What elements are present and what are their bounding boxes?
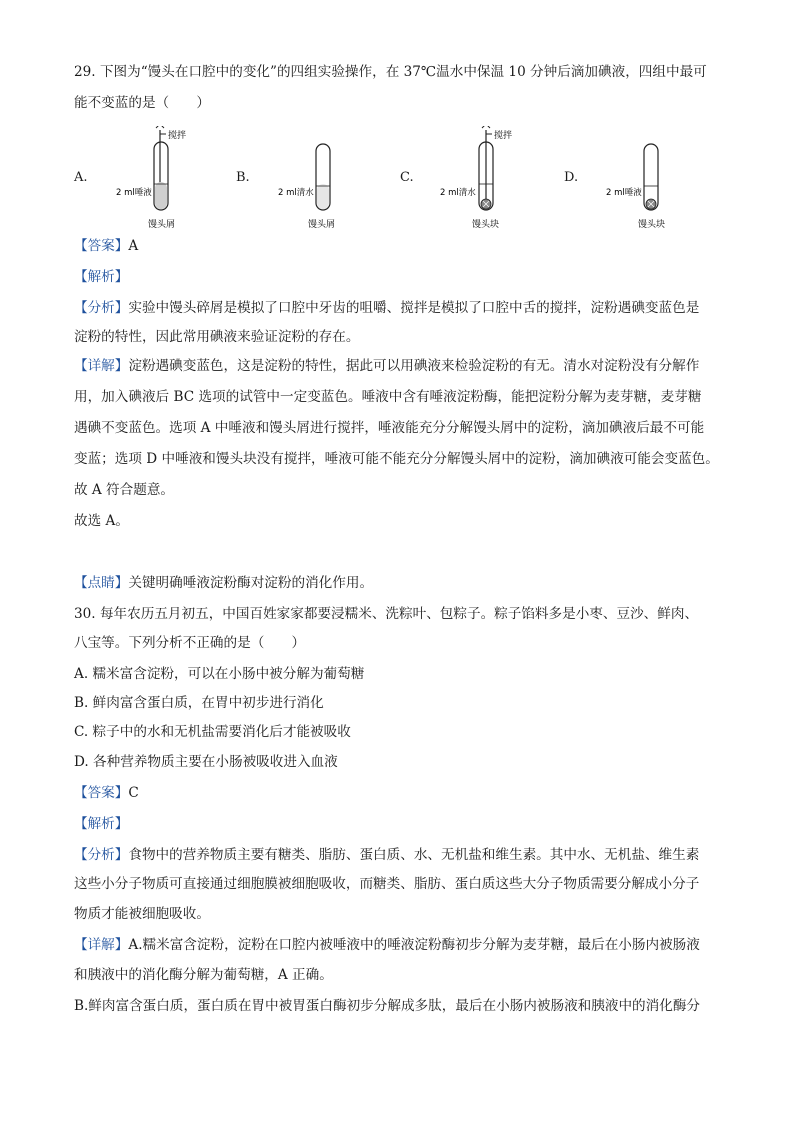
tube-a xyxy=(116,126,186,230)
tube-d-bottom-label: 馒头块 xyxy=(638,220,666,230)
xiangjie-tag: 【详解】 xyxy=(74,358,129,374)
q30-analysis-tag: 【解析】 xyxy=(74,816,129,832)
answer-value: C xyxy=(128,785,139,801)
fenxi-tag: 【分析】 xyxy=(74,847,129,863)
tube-b xyxy=(278,144,335,230)
q30-option-c: C. 粽子中的水和无机盐需要消化后才能被吸收 xyxy=(74,724,351,740)
q30-xiangjie-line3: B.鲜肉富含蛋白质，蛋白质在胃中被胃蛋白酶初步分解成多肽，最后在小肠内被肠液和胰液中的消化酶分 xyxy=(74,998,701,1014)
q30-fenxi-line3: 物质才能被细胞吸收。 xyxy=(74,906,210,922)
tube-c-bottom-label: 馒头块 xyxy=(472,220,500,230)
tube-a-bottom-label: 馒头屑 xyxy=(148,220,176,230)
q30-option-a: A. 糯米富含淀粉，可以在小肠中被分解为葡萄糖 xyxy=(74,666,365,682)
q29-xiangjie-line1: 【详解】淀粉遇碘变蓝色，这是淀粉的特性，据此可以用碘液来检验淀粉的有无。清水对淀粉没有分解作 xyxy=(74,358,700,374)
tube-a-liquid-label: 2 ml唾液 xyxy=(116,188,152,198)
answer-value: A xyxy=(128,238,139,254)
option-b-letter: B. xyxy=(236,170,250,185)
q30-answer xyxy=(74,783,734,803)
q30-fenxi-line1: 【分析】食物中的营养物质主要有糖类、脂肪、蛋白质、水、无机盐和维生素。其中水、无机盐、维生素 xyxy=(74,847,700,863)
q29-xiangjie-line5: 故 A 符合题意。 xyxy=(74,482,175,498)
tube-c-stir-label: 搅拌 xyxy=(494,131,513,141)
tube-b-bottom-label: 馒头屑 xyxy=(308,220,336,230)
q29-xiangjie-line4: 变蓝；选项 D 中唾液和馒头块没有搅拌，唾液可能不能充分分解馒头屑中的淀粉，滴加碘液可能会变蓝色。 xyxy=(74,451,719,467)
test-tube-diagram xyxy=(74,126,734,232)
option-a-letter: A. xyxy=(74,170,88,185)
q29-answer xyxy=(74,236,734,256)
q29-figure xyxy=(74,126,734,232)
tube-c xyxy=(440,126,512,230)
tube-c-liquid-label: 2 ml清水 xyxy=(440,188,476,198)
q29-stem-line2: 能不变蓝的是（ ） xyxy=(74,95,210,111)
q30-stem-line2: 八宝等。下列分析不正确的是（ ） xyxy=(74,635,306,651)
q29-xiangjie-line2: 用，加入碘液后 BC 选项的试管中一定变蓝色。唾液中含有唾液淀粉酶，能把淀粉分解为麦芽糖，麦芽糖 xyxy=(74,389,702,405)
answer-tag: 【答案】 xyxy=(74,238,129,254)
q29-dianjing: 【点睛】关键明确唾液淀粉酶对淀粉的消化作用。 xyxy=(74,575,374,591)
option-c-letter: C. xyxy=(400,170,414,185)
q30-stem-line1: 30. 每年农历五月初五，中国百姓家家都要浸糯米、洗粽叶、包粽子。粽子馅料多是小枣、豆沙、鲜肉、 xyxy=(74,606,699,622)
fenxi-tag: 【分析】 xyxy=(74,300,129,316)
q30-xiangjie-line2: 和胰液中的消化酶分解为葡萄糖，A 正确。 xyxy=(74,967,333,983)
q29-conclusion: 故选 A。 xyxy=(74,513,129,529)
xiangjie-tag: 【详解】 xyxy=(74,937,129,953)
option-d-letter: D. xyxy=(564,170,579,185)
dianjing-tag: 【点睛】 xyxy=(74,575,129,591)
q29-fenxi-line1: 【分析】实验中馒头碎屑是模拟了口腔中牙齿的咀嚼、搅拌是模拟了口腔中舌的搅拌，淀粉遇碘变蓝色是 xyxy=(74,300,700,316)
q29-stem-line1: 29. 下图为“馒头在口腔中的变化”的四组实验操作，在 37℃温水中保温 10 分钟后滴加碘液，四组中最可 xyxy=(74,64,707,80)
q30-option-d: D. 各种营养物质主要在小肠被吸收进入血液 xyxy=(74,754,338,770)
q30-fenxi-line2: 这些小分子物质可直接通过细胞膜被细胞吸收，而糖类、脂肪、蛋白质这些大分子物质需要分解成小分子 xyxy=(74,876,700,892)
q29-analysis-tag: 【解析】 xyxy=(74,269,129,285)
tube-b-liquid-label: 2 ml清水 xyxy=(278,188,314,198)
q29-xiangjie-line3: 遇碘不变蓝色。选项 A 中唾液和馒头屑进行搅拌，唾液能充分分解馒头屑中的淀粉，滴加碘液后最不可能 xyxy=(74,420,705,436)
q30-option-b: B. 鲜肉富含蛋白质，在胃中初步进行消化 xyxy=(74,695,324,711)
q29-fenxi-line2: 淀粉的特性，因此常用碘液来验证淀粉的存在。 xyxy=(74,329,360,345)
tube-d xyxy=(606,144,665,230)
q30-xiangjie-line1: 【详解】A.糯米富含淀粉，淀粉在口腔内被唾液中的唾液淀粉酶初步分解为麦芽糖，最后在小肠内被肠液 xyxy=(74,937,700,953)
answer-tag: 【答案】 xyxy=(74,785,129,801)
tube-d-liquid-label: 2 ml唾液 xyxy=(606,188,642,198)
tube-a-stir-label: 搅拌 xyxy=(168,131,187,141)
